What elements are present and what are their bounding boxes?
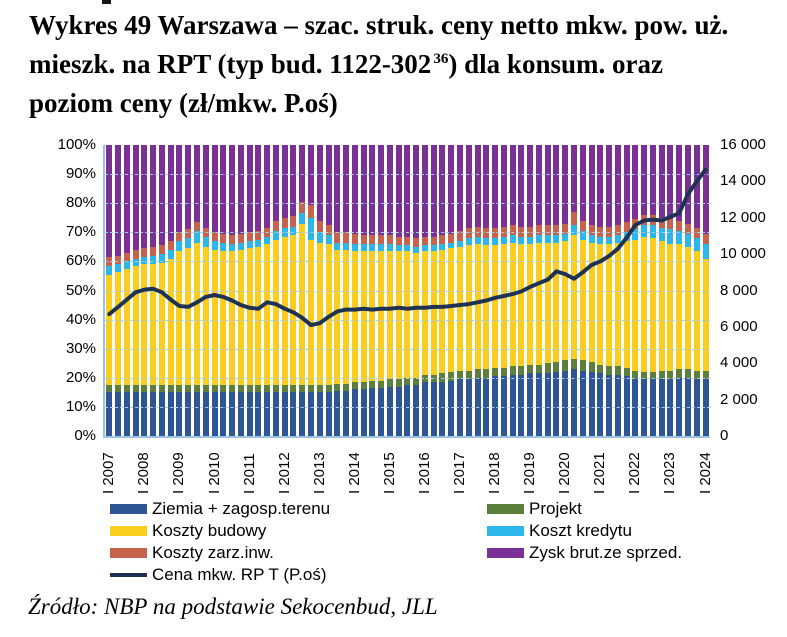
x-axis-tick: I 2014 (345, 452, 363, 494)
legend-swatch (487, 548, 524, 558)
x-axis-tick: I 2009 (170, 452, 188, 494)
legend-swatch (487, 504, 524, 514)
y-axis-right-tick: 0 (720, 427, 729, 444)
legend-label: Projekt (529, 499, 582, 518)
y-axis-left-tick: 20% (65, 368, 96, 386)
plot-bottom-border (103, 436, 710, 438)
x-axis-tick: I 2011 (240, 453, 258, 494)
legend-swatch (110, 504, 147, 514)
y-axis-left-tick: 70% (65, 223, 96, 241)
x-axis-tick: I 2021 (591, 452, 609, 494)
y-axis-right-tick: 6 000 (720, 317, 758, 335)
legend-swatch (110, 526, 147, 536)
y-axis-right-tick: 8 000 (720, 281, 758, 299)
legend-item (110, 520, 330, 542)
legend-swatch (110, 548, 147, 558)
x-axis-tick: I 2010 (205, 452, 223, 494)
y-axis-left-tick: 100% (57, 136, 96, 153)
cropped-text-artifact (102, 0, 111, 4)
legend-label: Koszty zarz.inw. (152, 543, 274, 562)
legend-column-left (110, 498, 330, 586)
x-axis-tick: I 2012 (275, 452, 293, 494)
y-axis-left-tick: 30% (65, 339, 96, 357)
plot-area (105, 145, 710, 436)
x-axis-tick: I 2016 (415, 452, 433, 494)
price-line-layer (105, 145, 710, 436)
y-axis-right-tick: 2 000 (720, 390, 758, 408)
x-axis-tick: I 2019 (521, 452, 539, 494)
legend-swatch (487, 526, 524, 536)
y-axis-left-tick: 10% (65, 397, 96, 415)
legend-label: Koszt kredytu (529, 521, 632, 540)
x-axis-tick: I 2008 (135, 452, 153, 494)
y-axis-left-tick: 50% (65, 281, 96, 299)
x-axis-tick: I 2024 (696, 452, 714, 494)
price-line (109, 170, 705, 326)
legend-label: Zysk brut.ze sprzed. (529, 543, 683, 562)
y-axis-right-tick: 4 000 (720, 354, 758, 372)
y-axis-right-tick: 12 000 (720, 208, 766, 226)
legend-label: Ziemia + zagosp.terenu (152, 499, 331, 518)
legend-label: Koszty budowy (152, 521, 267, 540)
legend-item (110, 564, 330, 586)
title-footnote-ref: 36 (433, 50, 449, 67)
x-axis-tick: I 2020 (556, 452, 574, 494)
legend-item (487, 542, 682, 564)
y-axis-left-tick: 40% (65, 310, 96, 328)
source-note: Źródło: NBP na podstawie Sekocenbud, JLL (28, 594, 438, 619)
y-axis-right-tick: 10 000 (720, 245, 766, 263)
x-axis-tick: I 2017 (451, 452, 469, 494)
legend-label: Cena mkw. RP T (P.oś) (152, 565, 327, 584)
y-axis-left-tick: 80% (65, 194, 96, 212)
legend-item (110, 542, 330, 564)
title-text: Wykres 49 Warszawa – szac. struk. ceny netto mkw. pow. uż. mieszk. na RPT (typ bud. 1122-302 (29, 10, 729, 79)
x-axis-tick: I 2023 (661, 452, 679, 494)
title-text-end: ) dla konsum. oraz poziom ceny (zł/mkw. P.oś) (29, 48, 663, 118)
x-axis-tick: I 2015 (380, 452, 398, 494)
y-axis-left-tick: 90% (65, 165, 96, 183)
x-axis-tick: I 2022 (626, 452, 644, 494)
x-axis-tick: I 2018 (486, 452, 504, 494)
legend-column-right (487, 498, 682, 564)
y-axis-right-tick: 16 000 (720, 136, 766, 153)
page-title (29, 6, 729, 123)
legend-item (110, 498, 330, 520)
y-axis-right-tick: 14 000 (720, 172, 766, 190)
legend-item (487, 498, 682, 520)
x-axis-tick: I 2007 (100, 452, 118, 494)
y-axis-left-tick: 60% (65, 252, 96, 270)
legend-item (487, 520, 682, 542)
x-axis-tick: I 2013 (310, 452, 328, 494)
legend-line-swatch (110, 573, 147, 577)
y-axis-left-tick: 0% (74, 427, 96, 444)
